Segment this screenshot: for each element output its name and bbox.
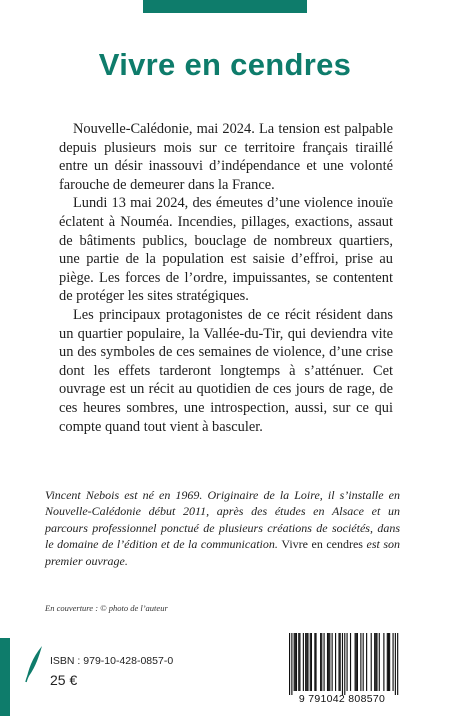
cover-credit: En couverture : © photo de l’auteur [45,603,168,613]
spine-strip [0,638,10,716]
barcode-bar [347,633,348,691]
barcode-bar [315,633,316,691]
barcode-bar [360,633,361,691]
barcode-bar [307,633,308,691]
barcode-bar [357,633,358,691]
barcode-bar [387,633,388,691]
barcode-bar [295,633,296,691]
barcode-bar [395,633,396,695]
barcode-bar [356,633,357,691]
barcode-bar [355,633,356,691]
barcode-bar [324,633,325,691]
barcode-bar [376,633,377,691]
barcode-bar [327,633,328,691]
barcode-bar [335,633,336,691]
barcode-bar [388,633,389,691]
price: 25 € [50,672,78,688]
barcode-bar [344,633,345,695]
synopsis-paragraph: Lundi 13 mai 2024, des émeutes d’une violence inouïe éclatent à Nouméa. Incendies, pillages, exactions, assaut de bâtiments publics, bouclage de nombreux quartiers, une partie de la population est saisie d’effroi, prise au piège. Les forces de l’ordre, impuissantes, se contentent de protéger les sites stratégiques. [59,195,393,305]
barcode-bar [305,633,306,691]
barcode-digits: 9 791042 808570 [298,693,386,705]
barcode-bar [342,633,343,695]
barcode-bar [320,633,321,691]
author-bio-text: Vincent Nebois est né en 1969. Originaire de la Loire, il s’installe en Nouvelle-Calédonie début 2011, après des études en Alsace et un parcours professionnel ponctué de plusieurs créations de sociétés, dans le domaine de l’édition et de la communication. [45,488,400,552]
barcode-bar [371,633,372,691]
author-bio-book-title: Vivre en cendres [281,537,363,552]
barcode-bar [397,633,398,695]
barcode-bar [366,633,367,691]
isbn: ISBN : 979-10-428-0857-0 [50,655,174,667]
barcode-bar [321,633,322,691]
barcode-bar [329,633,330,691]
barcode-bar [306,633,307,691]
barcode-bar [374,633,375,691]
barcode-bar [311,633,312,691]
barcode-bar [363,633,364,691]
author-bio-text-end: est son premier ouvrage. [45,537,401,568]
barcode-bar [298,633,299,691]
synopsis [59,120,393,436]
barcode-bar [389,633,390,691]
barcode-bar [350,633,351,691]
synopsis-paragraph: Nouvelle-Calédonie, mai 2024. La tension est palpable depuis plusieurs mois sur ce territoire français tiraillé entre un désir inassouvi d’indépendance et une volonté farouche de demeurer dans la France. [59,121,393,193]
barcode-bar [299,633,300,691]
barcode-bar [332,633,333,691]
barcode-bar [375,633,376,691]
barcode-bar [294,633,295,691]
top-accent-bar [143,0,307,13]
barcode-bar [296,633,297,691]
barcode-bar [338,633,339,691]
barcode-bar [291,633,292,695]
synopsis-paragraph: Les principaux protagonistes de ce récit résident dans un quartier populaire, la Vallée-du-Tir, qui deviendra vite un des symboles de ces semaines de violence, d’une crise dont les effets tarderont longtemps à s’atténuer. Cet ouvrage est un récit au quotidien de ces jours de rage, de ces heures sombres, une introspection, aussi, sur ce qui compte quand tout vient à basculer. [59,306,393,435]
author-bio [45,487,400,569]
barcode-bar [314,633,315,691]
barcode-bar [379,633,380,691]
barcode-bar [310,633,311,691]
barcode-bar [328,633,329,691]
barcode-bar [289,633,290,695]
barcode-bar [383,633,384,691]
leaf-logo-icon [22,642,44,684]
barcode-bar [393,633,394,691]
book-title: Vivre en cendres [98,47,352,82]
barcode-bar [340,633,341,691]
barcode-bar [303,633,304,691]
